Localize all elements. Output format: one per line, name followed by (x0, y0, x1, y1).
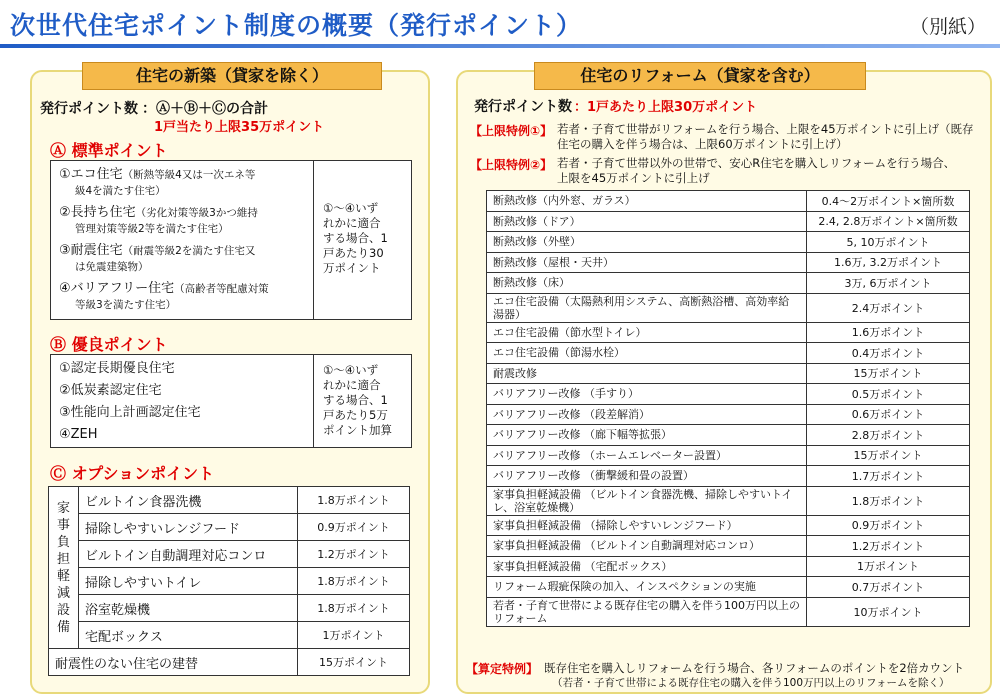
option-label: 浴室乾燥機 (79, 595, 298, 622)
table-row (487, 466, 970, 487)
table-row (487, 597, 970, 626)
reform-item-value: 0.7万ポイント (807, 577, 970, 598)
section-a-item-4: ④バリアフリー住宅（高齢者等配慮対策 等級3を満たす住宅） (59, 281, 269, 311)
option-value: 1.8万ポイント (298, 595, 410, 622)
table-row (487, 536, 970, 557)
special2-tag: 【上限特例②】 (470, 158, 553, 172)
table-row (49, 568, 410, 595)
option-group-text: 家 事 負 担 軽 減 設 備 (56, 500, 70, 635)
reform-item-value: 2.4, 2.8万ポイント×箇所数 (807, 211, 970, 232)
option-group-label (49, 487, 79, 649)
option-value: 1万ポイント (298, 622, 410, 649)
table-row (487, 232, 970, 253)
section-a-box (50, 160, 412, 320)
section-b-item-3: ③性能向上計画認定住宅 (59, 405, 201, 420)
option-label: 宅配ボックス (79, 622, 298, 649)
reform-item-label: 断熱改修（床） (487, 273, 807, 294)
table-row (487, 252, 970, 273)
special2-text: 若者・子育て世帯以外の世帯で、安心R住宅を購入しリフォームを行う場合、 上限を45万ポイントに引上げ (557, 156, 956, 185)
reform-item-label: バリアフリー改修 （廊下幅等拡張） (487, 425, 807, 446)
reform-item-value: 5, 10万ポイント (807, 232, 970, 253)
reform-points-table (486, 190, 970, 627)
reform-item-value: 10万ポイント (807, 597, 970, 626)
reform-item-label: 断熱改修（外壁） (487, 232, 807, 253)
reform-item-value: 0.9万ポイント (807, 515, 970, 536)
reform-item-label: 家事負担軽減設備 （ビルトイン食器洗機、掃除しやすいトイレ、浴室乾燥機） (487, 486, 807, 515)
reform-item-value: 2.4万ポイント (807, 293, 970, 322)
reform-item-label: バリアフリー改修 （段差解消） (487, 404, 807, 425)
table-row (487, 384, 970, 405)
reform-issue-limit: ：1戸あたり上限30万ポイント (574, 100, 758, 115)
section-b-note: ①～④いず れかに適合 する場合、1 戸あたり5万 ポイント加算 (323, 363, 392, 437)
option-value: 0.9万ポイント (298, 514, 410, 541)
table-row (487, 556, 970, 577)
calc-special-text: 既存住宅を購入しリフォームを行う場合、各リフォームのポイントを2倍カウント (544, 661, 965, 675)
table-row (487, 211, 970, 232)
table-row (487, 273, 970, 294)
section-b-box (50, 354, 412, 448)
table-row (487, 404, 970, 425)
option-label: 掃除しやすいレンジフード (79, 514, 298, 541)
calc-special-sub: （若者・子育て世帯による既存住宅の購入を伴う100万円以上のリフォームを除く） (552, 677, 950, 689)
new-build-heading: 住宅の新築（貸家を除く） (82, 62, 382, 90)
reform-item-label: 若者・子育て世帯による既存住宅の購入を伴う100万円以上のリフォーム (487, 597, 807, 626)
new-build-issue-limit: 1戸当たり上限35万ポイント (154, 120, 325, 135)
reform-item-label: エコ住宅設備（節湯水栓） (487, 343, 807, 364)
annex-label: （別紙） (909, 16, 986, 38)
option-label: ビルトイン自動調理対応コンロ (79, 541, 298, 568)
reform-item-label: 断熱改修（内外窓、ガラス） (487, 191, 807, 212)
reform-item-label: 家事負担軽減設備 （掃除しやすいレンジフード） (487, 515, 807, 536)
table-row (49, 514, 410, 541)
reform-item-label: 家事負担軽減設備 （宅配ボックス） (487, 556, 807, 577)
option-label: 耐震性のない住宅の建替 (49, 649, 298, 676)
table-row (487, 293, 970, 322)
reform-item-value: 15万ポイント (807, 363, 970, 384)
option-label: 掃除しやすいトイレ (79, 568, 298, 595)
reform-item-value: 15万ポイント (807, 445, 970, 466)
reform-item-value: 1.8万ポイント (807, 486, 970, 515)
section-c-title: Ⓒ オプションポイント (50, 464, 215, 483)
new-build-issue-label: 発行ポイント数 (40, 101, 138, 117)
reform-item-value: 1.2万ポイント (807, 536, 970, 557)
table-row (487, 486, 970, 515)
reform-item-value: 0.4～2万ポイント×箇所数 (807, 191, 970, 212)
table-row (487, 191, 970, 212)
reform-issue-label: 発行ポイント数 (474, 99, 572, 115)
reform-item-value: 1.6万ポイント (807, 322, 970, 343)
section-b-item-1: ①認定長期優良住宅 (59, 361, 175, 376)
section-b-item-2: ②低炭素認定住宅 (59, 383, 162, 398)
reform-item-label: バリアフリー改修 （衝撃緩和畳の設置） (487, 466, 807, 487)
section-b-title: Ⓑ 優良ポイント (50, 335, 168, 354)
option-points-table (48, 486, 410, 676)
reform-item-value: 1.6万, 3.2万ポイント (807, 252, 970, 273)
table-row (49, 541, 410, 568)
reform-item-label: 断熱改修（屋根・天井） (487, 252, 807, 273)
reform-heading: 住宅のリフォーム（貸家を含む） (534, 62, 866, 90)
reform-item-label: リフォーム瑕疵保険の加入、インスペクションの実施 (487, 577, 807, 598)
table-row (487, 363, 970, 384)
new-build-issue-formula: ：Ⓐ＋Ⓑ＋Ⓒの合計 (142, 101, 268, 117)
section-a-item-3: ③耐震住宅（耐震等級2を満たす住宅又 は免震建築物） (59, 243, 256, 273)
reform-item-value: 0.4万ポイント (807, 343, 970, 364)
table-row (487, 425, 970, 446)
reform-item-label: 断熱改修（ドア） (487, 211, 807, 232)
option-value: 1.2万ポイント (298, 541, 410, 568)
table-row (487, 322, 970, 343)
reform-item-value: 3万, 6万ポイント (807, 273, 970, 294)
reform-item-value: 1万ポイント (807, 556, 970, 577)
reform-item-label: 耐震改修 (487, 363, 807, 384)
reform-item-value: 1.7万ポイント (807, 466, 970, 487)
page-title: 次世代住宅ポイント制度の概要（発行ポイント） (10, 11, 583, 40)
table-row (49, 595, 410, 622)
section-a-item-2: ②長持ち住宅（劣化対策等級3かつ維持 管理対策等級2等を満たす住宅） (59, 205, 258, 235)
reform-item-value: 2.8万ポイント (807, 425, 970, 446)
section-b-item-4: ④ZEH (59, 427, 98, 442)
reform-item-label: バリアフリー改修 （ホームエレベーター設置） (487, 445, 807, 466)
section-a-title: Ⓐ 標準ポイント (50, 141, 168, 160)
reform-item-label: エコ住宅設備（太陽熱利用システム、高断熱浴槽、高効率給湯器） (487, 293, 807, 322)
table-row (487, 445, 970, 466)
option-value: 1.8万ポイント (298, 568, 410, 595)
table-row (487, 343, 970, 364)
reform-item-label: 家事負担軽減設備 （ビルトイン自動調理対応コンロ） (487, 536, 807, 557)
reform-item-label: バリアフリー改修 （手すり） (487, 384, 807, 405)
option-value: 1.8万ポイント (298, 487, 410, 514)
option-label: ビルトイン食器洗機 (79, 487, 298, 514)
option-value: 15万ポイント (298, 649, 410, 676)
table-row (49, 487, 410, 514)
reform-item-value: 0.5万ポイント (807, 384, 970, 405)
reform-item-label: エコ住宅設備（節水型トイレ） (487, 322, 807, 343)
table-row (487, 577, 970, 598)
reform-item-value: 0.6万ポイント (807, 404, 970, 425)
special1-tag: 【上限特例①】 (470, 124, 553, 138)
title-rule (0, 44, 1000, 48)
section-a-item-1: ①エコ住宅（断熱等級4又は一次エネ等 級4を満たす住宅） (59, 167, 256, 197)
special1-text: 若者・子育て世帯がリフォームを行う場合、上限を45万ポイントに引上げ（既存 住宅の購入を伴う場合は、上限60万ポイントに引上げ） (557, 122, 974, 151)
section-a-note: ①～④いず れかに適合 する場合、1 戸あたり30 万ポイント (323, 201, 388, 275)
calc-special-tag: 【算定特例】 (466, 662, 539, 676)
table-row (49, 649, 410, 676)
table-row (487, 515, 970, 536)
table-row (49, 622, 410, 649)
